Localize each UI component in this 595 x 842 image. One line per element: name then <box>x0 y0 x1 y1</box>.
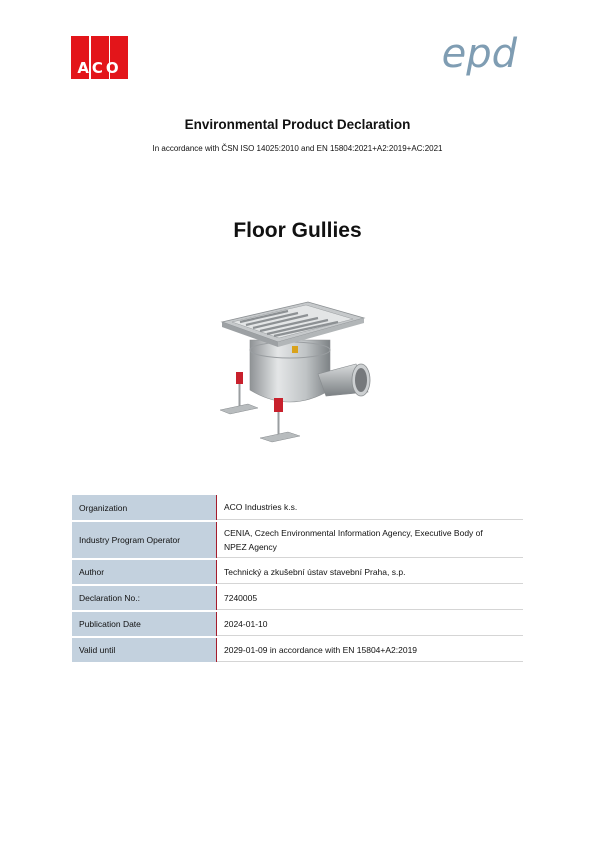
aco-logo <box>71 36 128 79</box>
row-label: Valid until <box>72 638 217 662</box>
row-value: 7240005 <box>217 586 523 610</box>
table-row <box>72 495 523 520</box>
row-label: Industry Program Operator <box>72 522 217 558</box>
table-row <box>72 522 523 558</box>
product-name: Floor Gullies <box>233 219 362 242</box>
table-row <box>72 560 523 584</box>
table-row <box>72 612 523 636</box>
row-label: Declaration No.: <box>72 586 217 610</box>
row-value: 2024-01-10 <box>217 612 523 636</box>
row-value: Technický a zkušební ústav stavební Praha, s.p. <box>217 560 523 584</box>
row-label: Publication Date <box>72 612 217 636</box>
row-value: CENIA, Czech Environmental Information Agency, Executive Body of NPEZ Agency <box>217 522 523 558</box>
declaration-info-table <box>72 493 523 664</box>
page-subtitle: In accordance with ČSN ISO 14025:2010 and EN 15804:2021+A2:2019+AC:2021 <box>152 144 443 153</box>
row-label: Organization <box>72 495 217 520</box>
table-row <box>72 586 523 610</box>
table-row <box>72 638 523 662</box>
page-title: Environmental Product Declaration <box>184 117 411 132</box>
floor-gully-image <box>208 292 378 447</box>
row-value: 2029-01-09 in accordance with EN 15804+A2:2019 <box>217 638 523 662</box>
row-label: Author <box>72 560 217 584</box>
epd-mark: epd <box>441 31 517 77</box>
logo-text: ACO <box>77 59 122 77</box>
row-value: ACO Industries k.s. <box>217 495 523 520</box>
